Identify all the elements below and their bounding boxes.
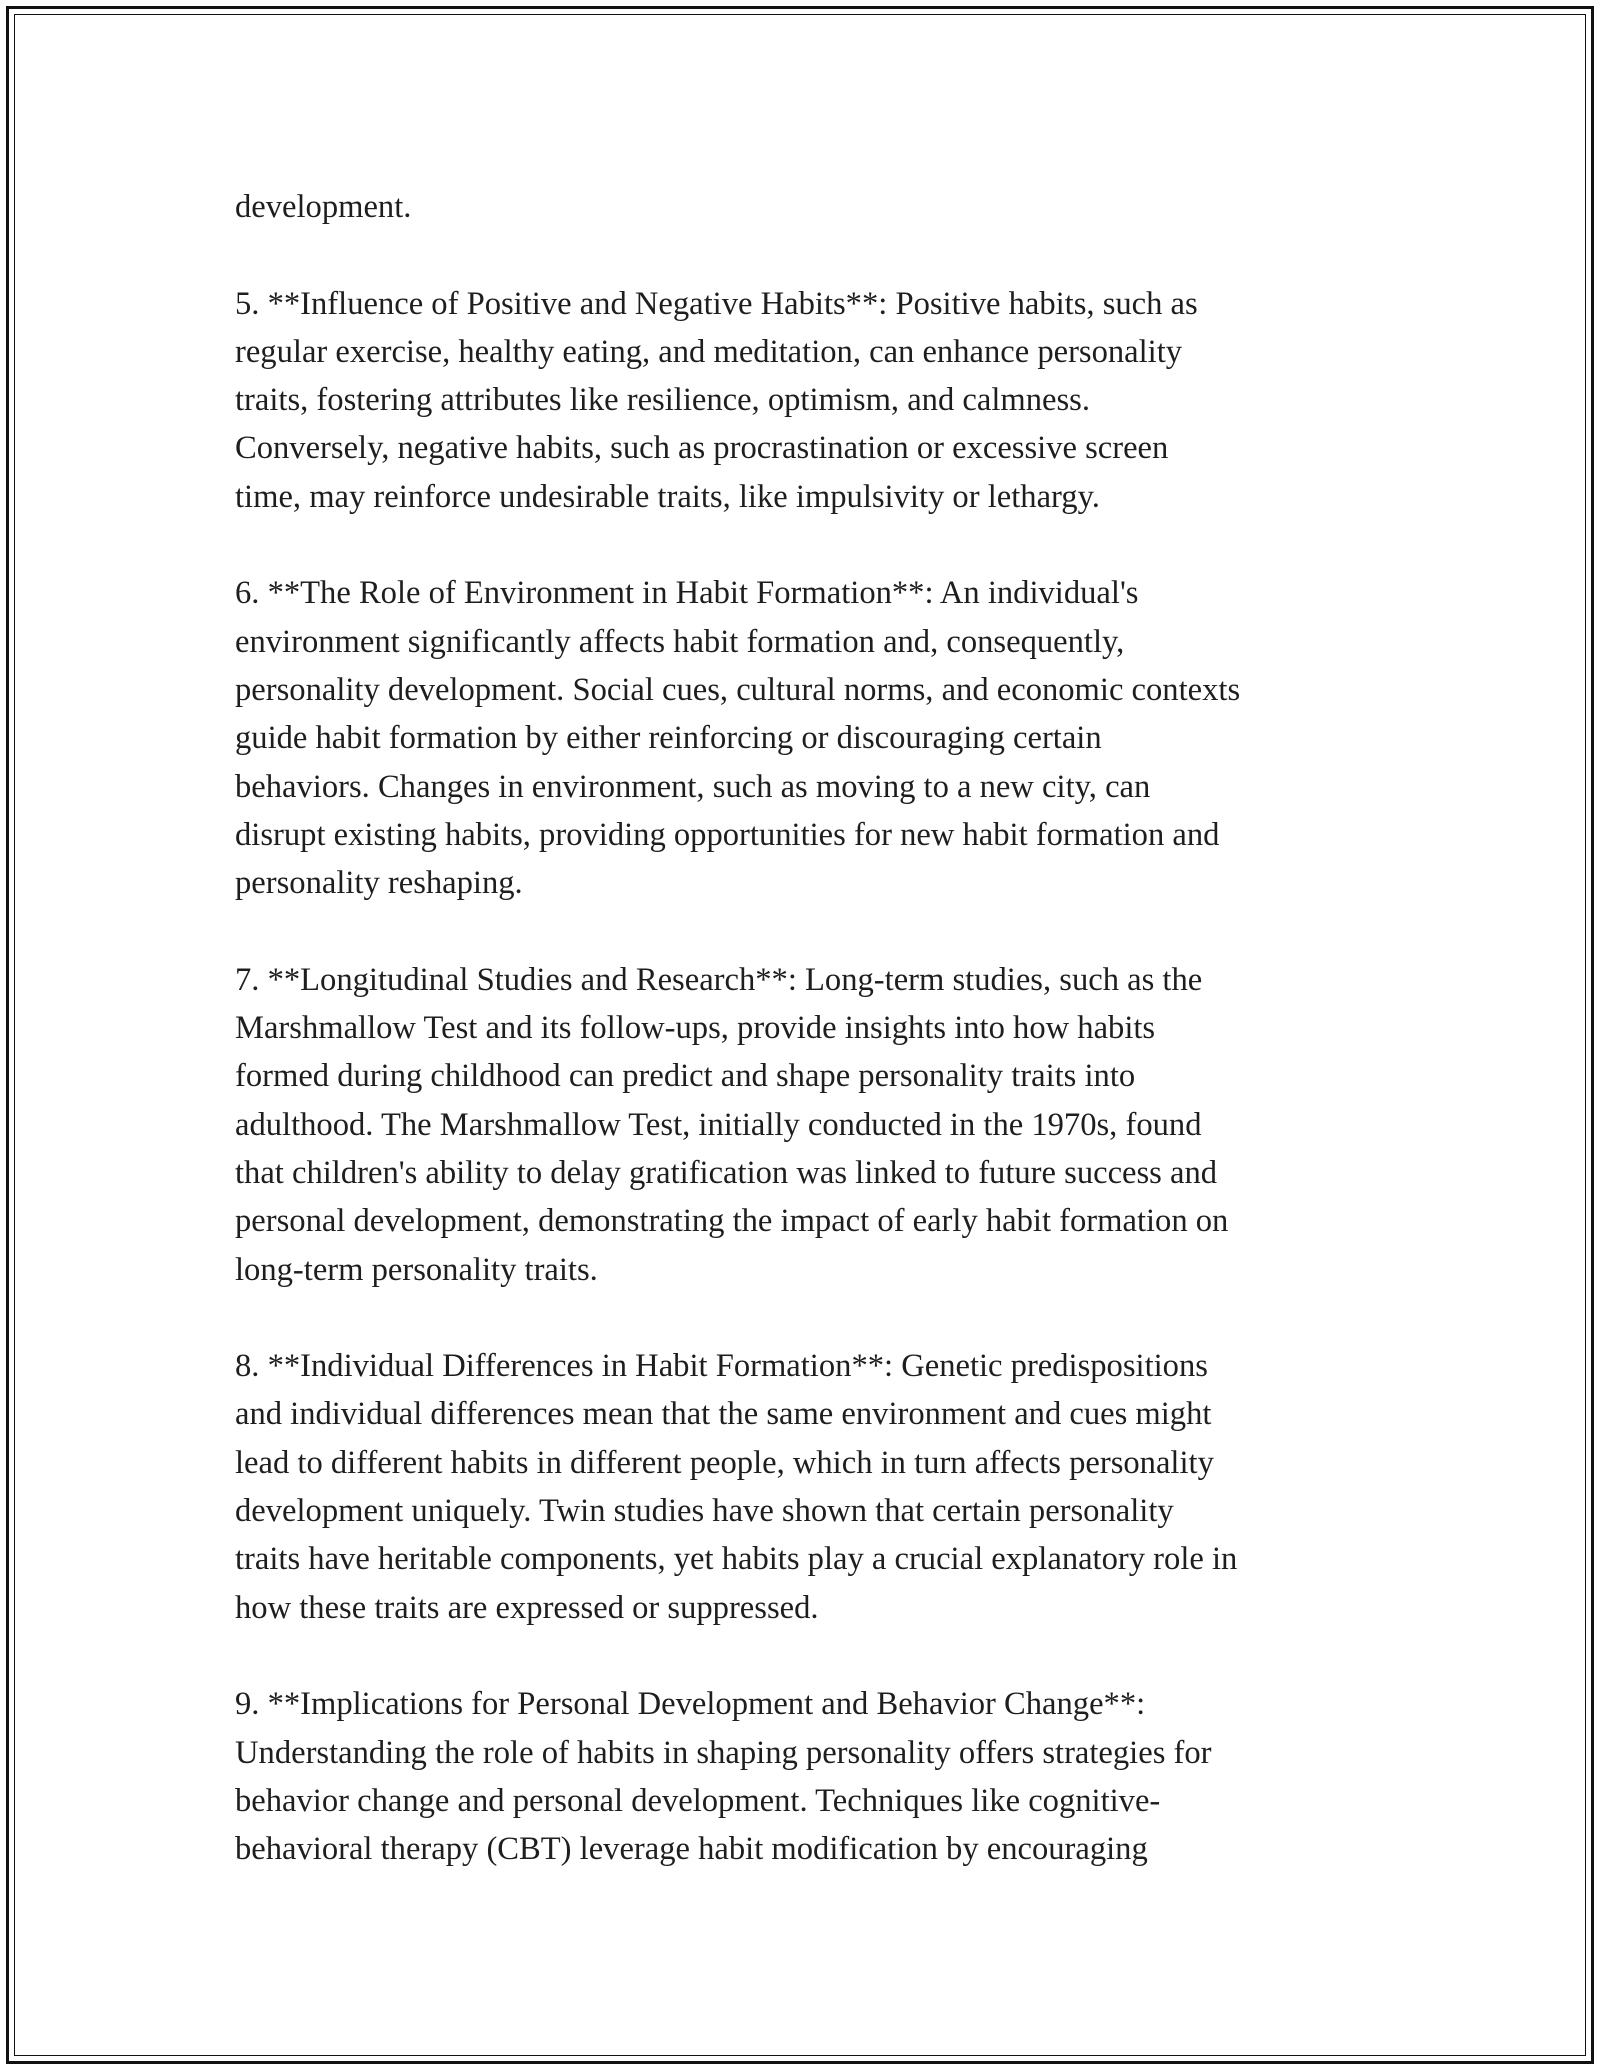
- text-line: formed during childhood can predict and shape personality traits into: [235, 1058, 1136, 1095]
- text-line: 5. **Influence of Positive and Negative Habits**: Positive habits, such as: [235, 285, 1198, 322]
- text-line: 7. **Longitudinal Studies and Research**: Long-term studies, such as the: [235, 961, 1203, 998]
- text-line: 8. **Individual Differences in Habit Formation**: Genetic predispositions: [235, 1348, 1208, 1385]
- document-body: [235, 183, 1385, 1922]
- text-line: that children's ability to delay gratification was linked to future success and: [235, 1154, 1218, 1191]
- text-line: how these traits are expressed or suppressed.: [235, 1589, 819, 1626]
- paragraph-item-6: [235, 569, 1385, 907]
- text-line: behavioral therapy (CBT) leverage habit modification by encouraging: [235, 1831, 1148, 1868]
- text-line: behaviors. Changes in environment, such as moving to a new city, can: [235, 768, 1151, 805]
- paragraph-item-5: [235, 280, 1385, 521]
- text-line: disrupt existing habits, providing opportunities for new habit formation and: [235, 816, 1220, 853]
- text-line: personality development. Social cues, cultural norms, and economic contexts: [235, 671, 1241, 708]
- text-line: lead to different habits in different people, which in turn affects personality: [235, 1444, 1214, 1481]
- text-line: regular exercise, healthy eating, and meditation, can enhance personality: [235, 333, 1183, 370]
- text-line: 6. **The Role of Environment in Habit Formation**: An individual's: [235, 575, 1139, 612]
- text-line: traits have heritable components, yet habits play a crucial explanatory role in: [235, 1541, 1238, 1578]
- text-line: guide habit formation by either reinforcing or discouraging certain: [235, 720, 1102, 757]
- text-line: time, may reinforce undesirable traits, like impulsivity or lethargy.: [235, 478, 1100, 515]
- text-line: traits, fostering attributes like resilience, optimism, and calmness.: [235, 382, 1090, 419]
- text-line: development.: [235, 189, 412, 225]
- paragraph-item-9: [235, 1680, 1385, 1873]
- text-line: 9. **Implications for Personal Development and Behavior Change**:: [235, 1686, 1146, 1723]
- paragraph-item-8: [235, 1342, 1385, 1632]
- text-line: Conversely, negative habits, such as procrastination or excessive screen: [235, 430, 1169, 467]
- paragraph-item-7: [235, 956, 1385, 1294]
- text-line: behavior change and personal development. Techniques like cognitive-: [235, 1782, 1161, 1819]
- text-line: Marshmallow Test and its follow-ups, provide insights into how habits: [235, 1010, 1156, 1047]
- text-line: long-term personality traits.: [235, 1251, 598, 1288]
- text-line: adulthood. The Marshmallow Test, initially conducted in the 1970s, found: [235, 1106, 1202, 1143]
- text-line: and individual differences mean that the same environment and cues might: [235, 1396, 1212, 1433]
- text-line: Understanding the role of habits in shaping personality offers strategies for: [235, 1734, 1212, 1771]
- paragraph-continuation: [235, 183, 1385, 231]
- text-line: personality reshaping.: [235, 865, 523, 902]
- text-line: development uniquely. Twin studies have shown that certain personality: [235, 1493, 1174, 1530]
- text-line: environment significantly affects habit formation and, consequently,: [235, 623, 1125, 660]
- text-line: personal development, demonstrating the impact of early habit formation on: [235, 1203, 1229, 1240]
